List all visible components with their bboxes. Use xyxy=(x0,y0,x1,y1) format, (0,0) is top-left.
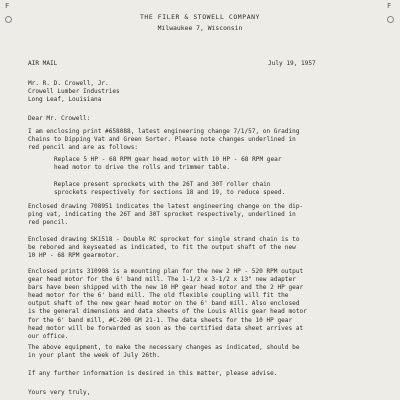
paragraph-drawing-sk1518: Enclosed drawing SK1518 - Double RC sprocket for single strand chain is to be rebored and keyseated as indicated, to fit the output shaft of the new 10 HP - 68 RPM gearmotor. xyxy=(28,236,300,260)
paragraph-prints-310908: Enclosed prints 310908 is a mounting plan for the new 2 HP - 520 RPM output gear head motor for the 6' band mill. The 1-1/2 x 3-1/2 x 13" new adapter bars have been shipped with the new 10 HP gear head motor and the 2 HP gear head motor for the 6' band mill. The old flexible coupling will fit the output shaft of the new gear head motor on the 6' band mill. Also enclosed is the general dimensions and data sheets of the Louis Allis gear head motor for the 6' band mill, #C-200 GM 21-1. The data sheets for the 10 HP gear head motor will be forwarded as soon as the certified data sheet arrives at our office. xyxy=(28,268,307,340)
change-item-motor: Replace 5 HP - 68 RPM gear head motor with 10 HP - 68 RPM gear head motor to drive the rolls and trimmer table. xyxy=(54,156,282,172)
letter-date: July 19, 1957 xyxy=(268,60,316,67)
recipient-company: Crowell Lumber Industries xyxy=(28,88,120,95)
company-city: Milwaukee 7, Wisconsin xyxy=(157,24,243,32)
mail-type: AIR MAIL xyxy=(28,60,58,67)
paragraph-advise: If any further information is desired in this matter, please advise. xyxy=(28,370,278,377)
salutation: Dear Mr. Crowell: xyxy=(28,115,91,122)
paragraph-drawing-708951: Enclosed drawing 708951 indicates the latest engineering change on the dip- ping vat, indicating the 26T and 30T sprocket respectively, underlined in red pencil. xyxy=(28,203,304,227)
paragraph-intro: I am enclosing print #658088, latest engineering change 7/1/57, on Grading Chains to Dipping Vat and Green Sorter. Please note changes underlined in red pencil and are as follows: xyxy=(28,128,300,152)
recipient-name: Mr. R. D. Crowell, Jr. xyxy=(28,80,109,87)
corner-letter-left: F xyxy=(5,2,10,10)
change-item-sprockets: Replace present sprockets with the 26T and 30T roller chain sprockets respectively for sections 18 and 19, to reduce speed. xyxy=(54,181,286,197)
closing: Yours very truly, xyxy=(28,389,91,396)
paragraph-delivery: The above equipment, to make the necessary changes as indicated, should be in your plant the week of July 26th. xyxy=(28,344,300,360)
company-name: THE FILER & STOWELL COMPANY xyxy=(139,13,261,21)
recipient-location: Long Leaf, Louisiana xyxy=(28,96,102,103)
corner-letter-right: F xyxy=(387,2,392,10)
